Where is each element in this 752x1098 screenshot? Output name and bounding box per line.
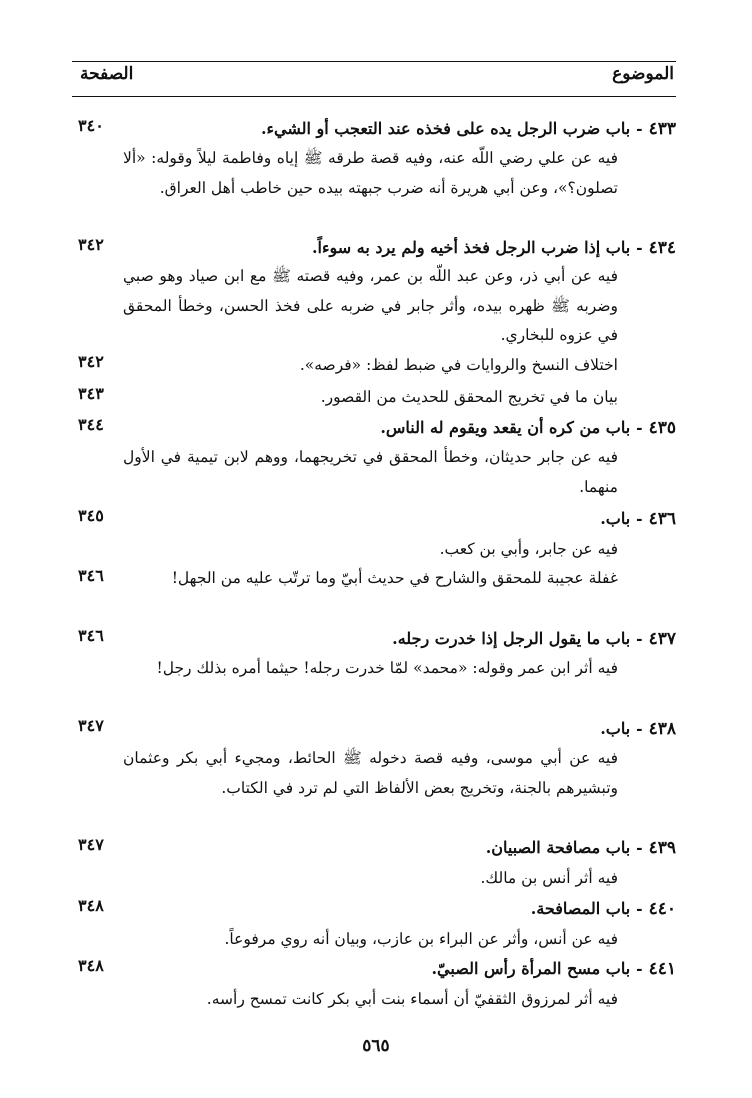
entry-title: باب. <box>600 719 631 738</box>
entry-number: ٤٣٣ <box>648 119 676 139</box>
entry-page: ٣٤٧ <box>78 716 104 735</box>
entry-page: ٣٤٠ <box>78 116 104 135</box>
entry-description: فيه عن جابر، وأبي بن كعب. <box>439 540 618 558</box>
page-column-label: الصفحة <box>80 64 134 84</box>
page-number: ٥٦٥ <box>362 1036 390 1056</box>
toc-entry-437: ٤٣٧-باب ما يقول الرجل إذا خدرت رجله. <box>392 629 676 649</box>
entry-title: باب المصافحة. <box>530 899 631 918</box>
entry-description: فيه عن أبي موسى، وفيه قصة دخوله ﷺ الحائط، ومجيء أبي بكر وعثمان وتبشيرهم بالجنة، وتخريج بعض الألفاظ التي لم ترد في الكتاب. <box>123 749 618 797</box>
toc-entry-440: ٤٤٠-باب المصافحة. <box>530 899 676 919</box>
note-page: ٣٤٣ <box>78 384 104 403</box>
note-page: ٣٤٦ <box>78 566 104 585</box>
entry-title: باب. <box>600 509 631 528</box>
entry-page: ٣٤٨ <box>78 956 104 975</box>
entry-description: فيه أثر أنس بن مالك. <box>480 869 618 887</box>
entry-page: ٣٤٥ <box>78 506 104 525</box>
entry-page: ٣٤٧ <box>78 835 104 854</box>
topic-column-label: الموضوع <box>612 64 674 84</box>
entry-title: باب إذا ضرب الرجل فخذ أخيه ولم يرد به سوءاً. <box>311 238 631 257</box>
entry-description: فيه عن أنس، وأثر عن البراء بن عازب، وبيان أنه روي مرفوعاً. <box>224 930 618 948</box>
entry-description: فيه أثر لمرزوق الثقفيّ أن أسماء بنت أبي بكر كانت تمسح رأسه. <box>206 990 618 1008</box>
entry-page: ٣٤٨ <box>78 896 104 915</box>
entry-number: ٤٣٦ <box>648 509 676 529</box>
entry-number: ٤٣٥ <box>648 418 676 438</box>
entry-title: باب مسح المرأة رأس الصبيّ. <box>431 959 631 978</box>
header-bottom-rule <box>72 96 676 97</box>
note-text: غفلة عجيبة للمحقق والشارح في حديث أبيّ وما ترتّب عليه من الجهل! <box>171 569 618 587</box>
entry-number: ٤٤٠ <box>648 899 676 919</box>
entry-title: باب مصافحة الصبيان. <box>485 838 631 857</box>
entry-description: فيه عن علي رضي اللّه عنه، وفيه قصة طرقه ﷺ إياه وفاطمة ليلاً وقوله: «ألا تصلون؟»، وعن أبي هريرة أنه ضرب جبهته بيده حين خاطب أهل العراق. <box>123 149 618 197</box>
entry-title: باب من كره أن يقعد ويقوم له الناس. <box>380 418 631 437</box>
entry-number: ٤٣٧ <box>648 629 676 649</box>
entry-page: ٣٤٢ <box>78 235 104 254</box>
entry-number: ٤٤١ <box>648 959 676 979</box>
entry-number: ٤٣٤ <box>648 238 676 258</box>
entry-description: فيه عن جابر حديثان، وخطأ المحقق في تخريجهما، ووهم لابن تيمية في الأول منهما. <box>123 448 618 496</box>
note-page: ٣٤٢ <box>78 352 104 371</box>
toc-entry-441: ٤٤١-باب مسح المرأة رأس الصبيّ. <box>431 959 676 979</box>
note-text: بيان ما في تخريج المحقق للحديث من القصور. <box>320 388 618 406</box>
note-text: اختلاف النسخ والروايات في ضبط لفظ: «فرصه». <box>299 356 618 374</box>
entry-title: باب ضرب الرجل يده على فخذه عند التعجب أو الشيء. <box>260 119 631 138</box>
toc-entry-433: ٤٣٣-باب ضرب الرجل يده على فخذه عند التعجب أو الشيء. <box>260 119 676 139</box>
toc-entry-435: ٤٣٥-باب من كره أن يقعد ويقوم له الناس. <box>380 418 676 438</box>
entry-title: باب ما يقول الرجل إذا خدرت رجله. <box>392 629 631 648</box>
header-top-rule <box>72 61 676 62</box>
entry-description: فيه عن أبي ذر، وعن عبد اللّه بن عمر، وفيه قصته ﷺ مع ابن صياد وهو صبي وضربه ﷺ ظهره بيده، وأثر جابر في ضربه على فخذ الحسن، وخطأ المحقق في عزوه للبخاري. <box>123 267 618 344</box>
toc-entry-438: ٤٣٨-باب. <box>600 719 676 739</box>
entry-number: ٤٣٨ <box>648 719 676 739</box>
toc-entry-436: ٤٣٦-باب. <box>600 509 676 529</box>
toc-entry-434: ٤٣٤-باب إذا ضرب الرجل فخذ أخيه ولم يرد به سوءاً. <box>311 238 676 258</box>
entry-description: فيه أثر ابن عمر وقوله: «محمد» لمّا خدرت رجله! حيثما أمره بذلك رجل! <box>156 659 618 677</box>
entry-number: ٤٣٩ <box>648 838 676 858</box>
toc-entry-439: ٤٣٩-باب مصافحة الصبيان. <box>485 838 676 858</box>
entry-page: ٣٤٦ <box>78 626 104 645</box>
entry-page: ٣٤٤ <box>78 415 104 434</box>
